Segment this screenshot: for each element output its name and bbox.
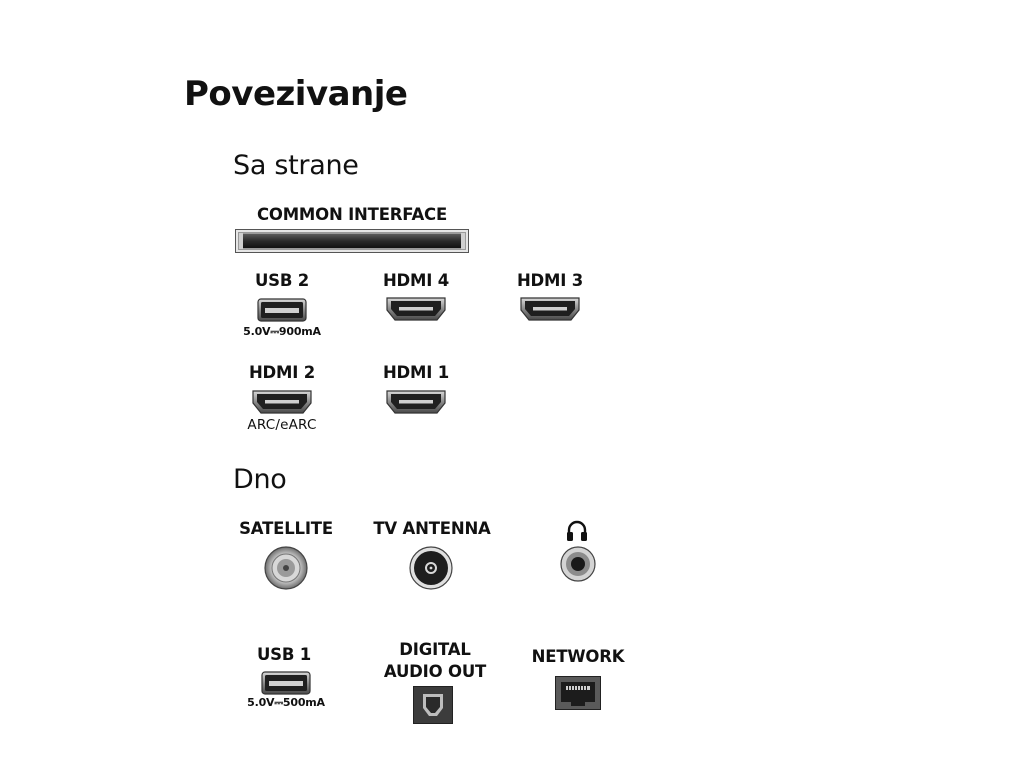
section-title-bottom: Dno: [233, 464, 287, 495]
antenna-connector-icon: [409, 546, 453, 590]
port-label-tv-antenna: TV ANTENNA: [373, 519, 491, 538]
common-interface-label: COMMON INTERFACE: [256, 205, 448, 224]
hdmi-port-icon: [385, 296, 447, 322]
ethernet-port-icon: [555, 676, 601, 710]
usb1-power-rating: 5.0V⎓500mA: [247, 696, 325, 709]
port-label-digital-audio-out: [370, 639, 500, 683]
headphone-jack-icon: [560, 546, 596, 582]
usb-port-icon: [256, 298, 308, 322]
hdmi2-arc-label: ARC/eARC: [247, 417, 317, 433]
ci-slot-icon: [235, 229, 469, 253]
digital-audio-label-line1: DIGITAL: [399, 640, 471, 659]
port-label-hdmi4: HDMI 4: [382, 271, 450, 290]
satellite-connector-icon: [264, 546, 308, 590]
port-label-hdmi3: HDMI 3: [516, 271, 584, 290]
port-label-hdmi2: HDMI 2: [248, 363, 316, 382]
hdmi-port-icon: [519, 296, 581, 322]
usb2-power-rating: 5.0V⎓900mA: [243, 325, 321, 338]
port-label-usb1: USB 1: [256, 645, 312, 664]
port-label-satellite: SATELLITE: [239, 519, 333, 538]
optical-port-icon: [413, 686, 453, 724]
section-title-side: Sa strane: [233, 150, 359, 181]
page-title: Povezivanje: [184, 74, 408, 114]
port-label-hdmi1: HDMI 1: [382, 363, 450, 382]
port-label-network: NETWORK: [531, 647, 625, 666]
headphones-icon: [565, 520, 589, 542]
hdmi-port-icon: [251, 389, 313, 415]
hdmi-port-icon: [385, 389, 447, 415]
digital-audio-label-line2: AUDIO OUT: [383, 662, 487, 681]
port-label-usb2: USB 2: [254, 271, 310, 290]
usb-port-icon: [261, 671, 311, 695]
